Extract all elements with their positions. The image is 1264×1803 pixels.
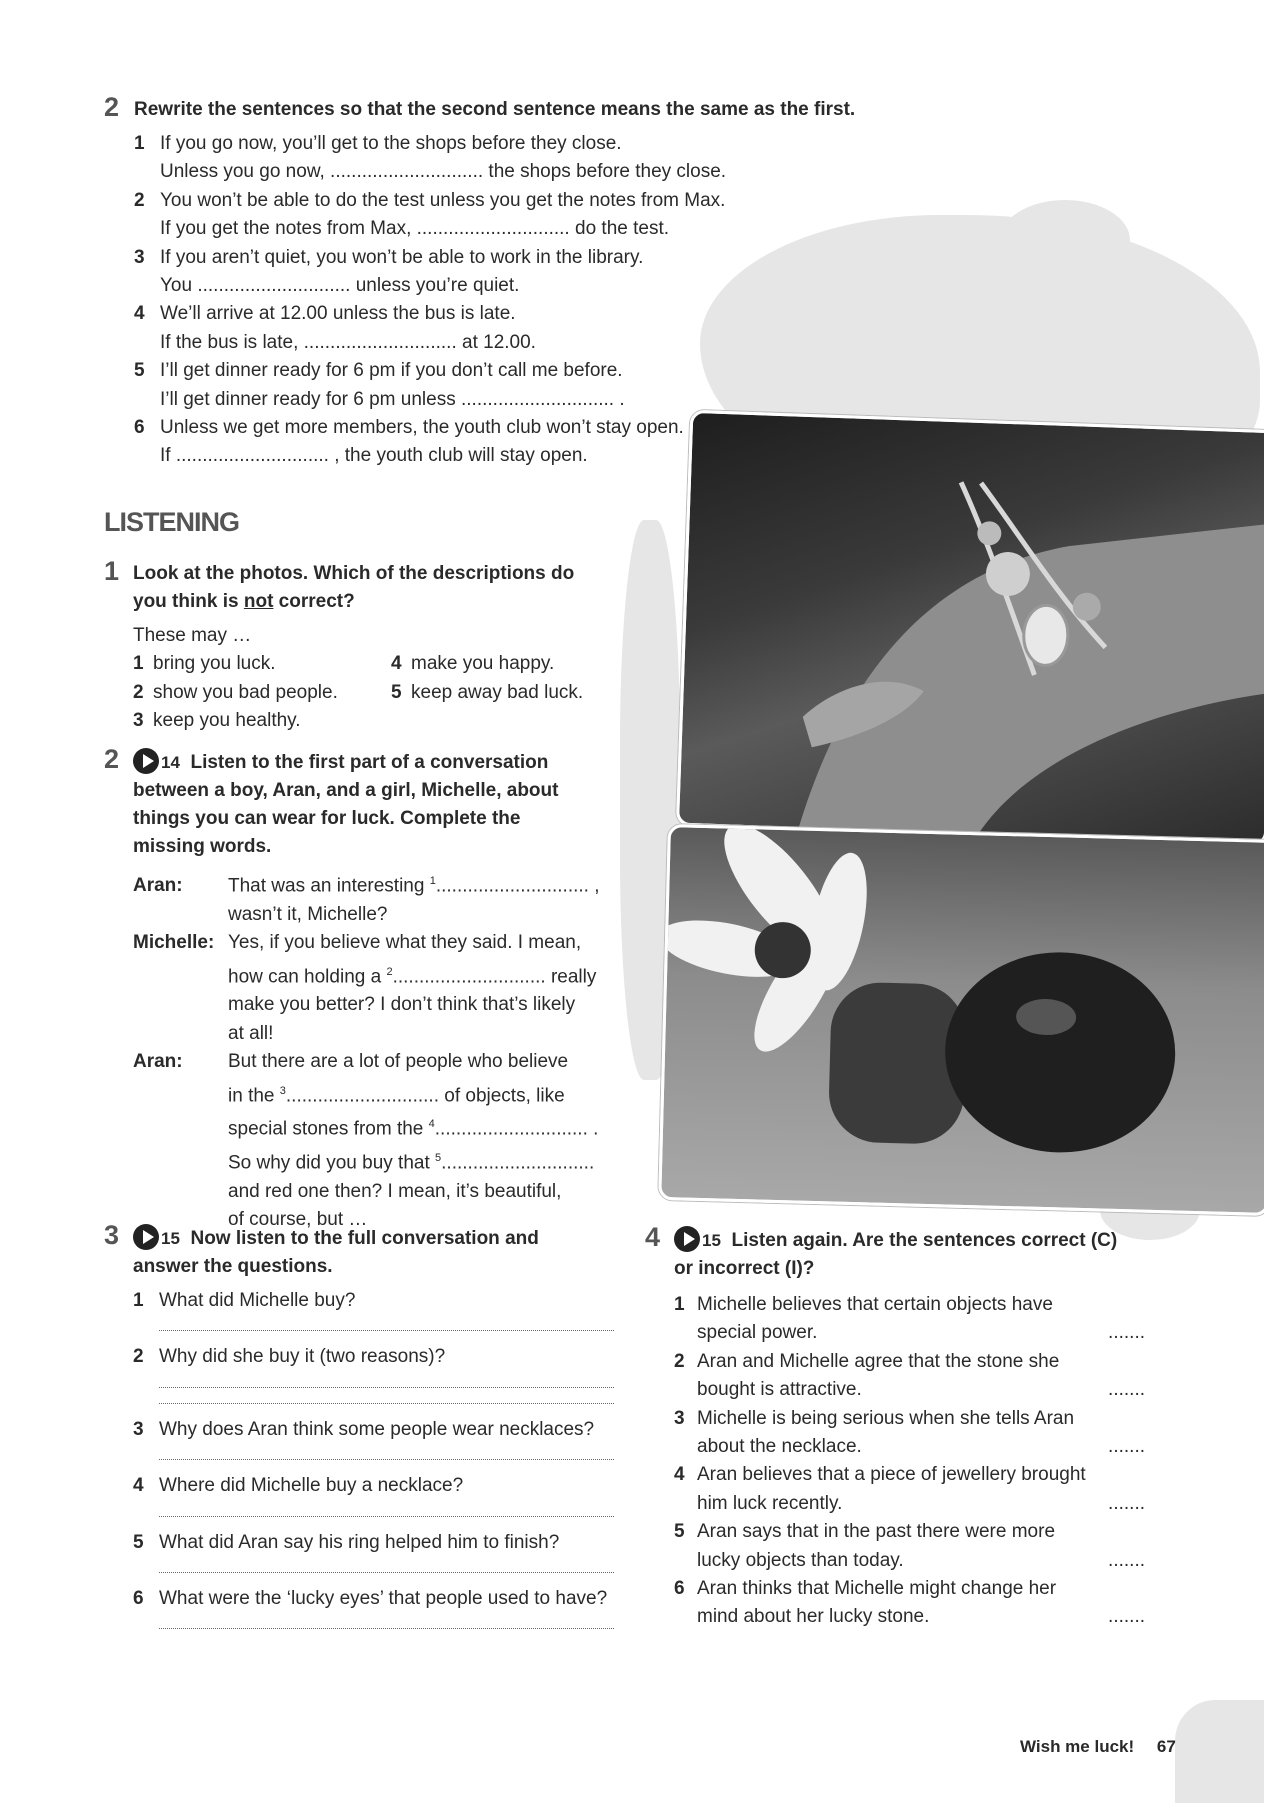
unit-title: Wish me luck! (1020, 1737, 1135, 1756)
emphasis-not: not (243, 591, 274, 612)
track-number: 15 (161, 1229, 180, 1248)
decorative-splash (1000, 200, 1130, 280)
answer-line[interactable] (159, 1571, 614, 1573)
question-item: 4 Where did Michelle buy a necklace? (133, 1475, 464, 1497)
item-number: 3 (134, 246, 145, 268)
question-item: 2 Why did she buy it (two reasons)? (133, 1346, 446, 1368)
option-item: 1 bring you luck. (133, 653, 276, 675)
listening-exercise-1 (104, 556, 624, 736)
decorative-splash (1175, 1700, 1264, 1803)
statement-item: 3 Michelle is being serious when she tells Aran (674, 1407, 1075, 1429)
original-sentence: I’ll get dinner ready for 6 pm if you don’t call me before. (160, 360, 623, 382)
answer-line[interactable] (159, 1386, 614, 1388)
item-number: 1 (134, 133, 145, 154)
rewrite-target: If ............................. , the youth club will stay open. (160, 445, 588, 467)
item-number: 5 (134, 360, 145, 382)
rewrite-target: You ............................. unless you’re quiet. (160, 275, 520, 297)
intro-text: These may … (133, 625, 252, 646)
answer-line[interactable] (159, 1329, 614, 1331)
speaker-name: Michelle: (133, 932, 215, 954)
stones-illustration (661, 827, 1264, 1213)
answer-line[interactable] (159, 1402, 614, 1404)
item-number: 2 (134, 189, 145, 211)
item-number: 4 (134, 303, 145, 325)
page-number: 67 (1156, 1737, 1176, 1756)
exercise-number: 3 (104, 1220, 120, 1250)
exercise-number: 1 (104, 556, 120, 586)
instruction-line: you think is not correct? (133, 591, 355, 612)
rewrite-item (134, 244, 824, 272)
answer-blank[interactable]: ............................. (197, 275, 351, 297)
rewrite-target: If the bus is late, ............................. at 12.00. (160, 331, 536, 353)
answer-blank[interactable]: ....... (1108, 1549, 1145, 1571)
question-item: 6 What were the ‘lucky eyes’ that people used to have? (133, 1588, 608, 1610)
track-number: 15 (702, 1231, 721, 1250)
rewrite-item (134, 357, 824, 385)
speaker-name: Aran: (133, 1051, 183, 1073)
answer-blank[interactable]: ....... (1108, 1606, 1145, 1628)
answer-blank[interactable]: ....... (1108, 1492, 1145, 1514)
answer-blank[interactable]: ....... (1108, 1322, 1145, 1344)
answer-blank[interactable]: ....... (1108, 1436, 1145, 1458)
item-number: 6 (134, 417, 145, 439)
option-item: 5 keep away bad luck. (391, 681, 584, 703)
audio-play-icon[interactable] (133, 1224, 159, 1250)
option-item: 4 make you happy. (391, 653, 555, 675)
question-item: 1 What did Michelle buy? (133, 1290, 356, 1311)
statement-continuation: mind about her lucky stone. ....... (674, 1603, 1145, 1631)
answer-blank[interactable]: ............................. (303, 331, 457, 353)
rewrite-target: Unless you go now, ............................. the shops before they close. (160, 161, 727, 183)
bracelet-illustration (679, 413, 1264, 843)
footer (1020, 1737, 1176, 1757)
rewrite-item (134, 130, 824, 158)
speaker-name: Aran: (133, 875, 183, 897)
statement-continuation: lucky objects than today. ....... (674, 1547, 1145, 1575)
answer-blank[interactable]: ............................. (175, 445, 329, 467)
rewrite-target: If you get the notes from Max, ............................. do the test. (160, 218, 670, 240)
rewrite-target: I’ll get dinner ready for 6 pm unless ............................. . (160, 388, 625, 410)
original-sentence: You won’t be able to do the test unless you get the notes from Max. (160, 189, 726, 211)
rewrite-item (134, 300, 824, 328)
answer-line[interactable] (159, 1515, 614, 1517)
dialogue: Aran: That was an interesting $^1$............................. , wasn’t it, Michelle? Michelle: Yes, if you believe what they said. I mean, how can holding a $^2$............................. really make you better? I don’t think that’s likely at all! Aran: But there are a lot of people who believe in the $^3$............................. of objects, like special stones from the $^4$............................. . So why did you buy that $^5$............................. and red one then? I mean, it’s beautiful, of course, but … (104, 867, 634, 1235)
option-item: 3 keep you healthy. (133, 710, 301, 732)
audio-play-icon[interactable] (133, 748, 159, 774)
stones-photo (658, 824, 1264, 1216)
statement-item: 6 Aran thinks that Michelle might change her (674, 1578, 1057, 1600)
answer-blank[interactable]: ............................. (330, 161, 484, 183)
exercise-number: 4 (645, 1222, 661, 1252)
question-item: 3 Why does Aran think some people wear necklaces? (133, 1418, 595, 1440)
statement-item: 4 Aran believes that a piece of jewellery brought (674, 1464, 1086, 1486)
original-sentence: We’ll arrive at 12.00 unless the bus is late. (160, 303, 516, 325)
listening-exercise-3: 3 15 Now listen to the full conversation and answer the questions. 1 What did Michelle buy? 2 Why did she buy it (two reasons)? 3 Why does Aran think some people wear necklaces? 4 Where did Michelle buy a necklace? 5 What did Aran say his ring helped him to finish? 6 What were the ‘lucky eyes’ that people used to have? (104, 1224, 624, 1641)
original-sentence: If you go now, you’ll get to the shops before they close. (160, 133, 622, 154)
exercise-number: 2 (104, 92, 120, 122)
statement-item: 2 Aran and Michelle agree that the stone she (674, 1350, 1060, 1372)
original-sentence: Unless we get more members, the youth club won’t stay open. (160, 417, 684, 439)
track-number: 14 (161, 753, 180, 772)
answer-blank[interactable]: ............................. (416, 218, 570, 240)
instruction-line: Look at the photos. Which of the descriptions do (133, 563, 575, 584)
bracelet-photo (676, 410, 1264, 846)
exercise-instruction: Rewrite the sentences so that the second sentence means the same as the first. (134, 99, 856, 120)
statement-item: 1 Michelle believes that certain objects have (674, 1294, 1053, 1315)
statement-continuation: bought is attractive. ....... (674, 1376, 1145, 1404)
statement-item: 5 Aran says that in the past there were more (674, 1521, 1056, 1543)
listening-exercise-4: 4 15 Listen again. Are the sentences correct (C) or incorrect (I)? 1 Michelle believes that certain objects have special power. ....... 2 Aran and Michelle agree that the stone she bought is attractive. ....... 3 Michelle is being serious when she tells Aran about the necklace. ....... 4 Aran believes that a piece of jewellery brought him luck recently. ....... 5 Aran says that in the past there were more lucky objects than today. ....... 6 Aran thinks that Michelle might change her mind about her lucky stone. ....... (645, 1226, 1165, 1632)
answer-blank[interactable]: ............................. (461, 388, 615, 410)
statement-continuation: him luck recently. ....... (674, 1490, 1145, 1518)
answer-line[interactable] (159, 1627, 614, 1629)
answer-line[interactable] (159, 1458, 614, 1460)
audio-play-icon[interactable] (674, 1226, 700, 1252)
option-item: 2 show you bad people. (133, 681, 338, 703)
listening-exercise-2: 2 14 Listen to the first part of a conversation between a boy, Aran, and a girl, Michelle, about things you can wear for luck. Complete the missing words. Aran: That was an interesting $^1$............................. , wasn’t it, Michelle? Michelle: Yes, if you believe what they said. I mean, how can holding a $^2$............................. really make you better? I don’t think that’s likely at all! Aran: But there are a lot of people who believe in the $^3$............................. of objects, like special stones from the $^4$............................. . So why did you buy that $^5$............................. and red one then? I mean, it’s beautiful, of course, but … (104, 748, 634, 1235)
question-item: 5 What did Aran say his ring helped him to finish? (133, 1531, 560, 1553)
original-sentence: If you aren’t quiet, you won’t be able to work in the library. (160, 246, 644, 268)
statement-continuation: special power. ....... (674, 1319, 1145, 1347)
answer-blank[interactable]: ....... (1108, 1379, 1145, 1401)
section-heading: LISTENING (104, 507, 240, 537)
statement-continuation: about the necklace. ....... (674, 1433, 1145, 1461)
exercise-number: 2 (104, 744, 120, 774)
rewrite-item (134, 187, 824, 215)
